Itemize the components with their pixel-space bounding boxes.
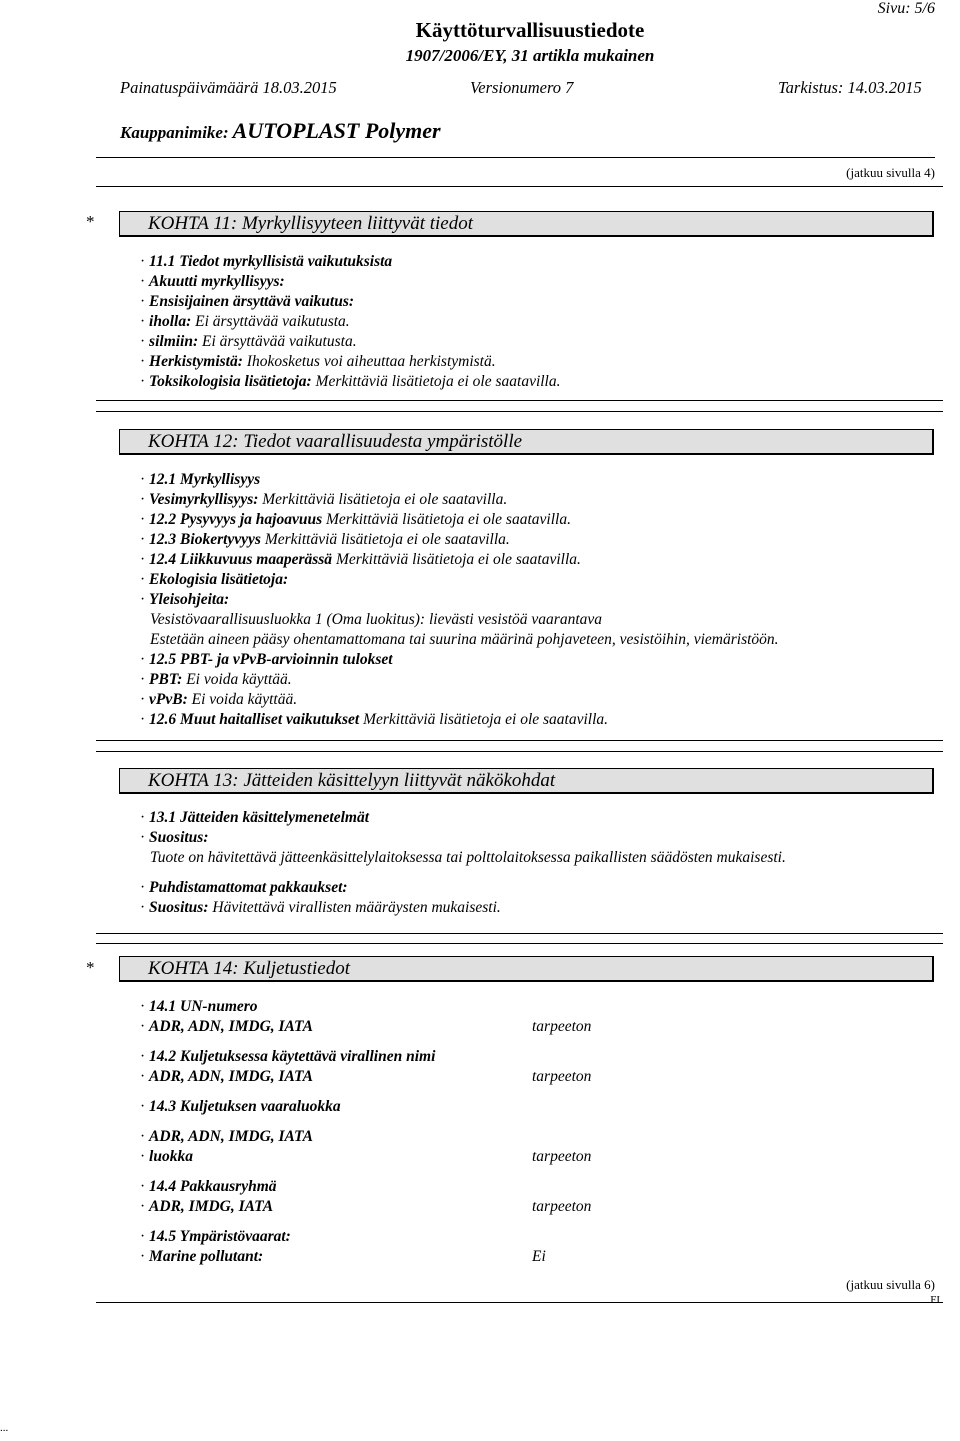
s13-line-5: · Suositus: Hävitettävä virallisten määräysten mukaisesti.	[140, 899, 501, 916]
language-code: FI	[930, 1294, 940, 1306]
s11-line: · 11.1 Tiedot myrkyllisistä vaikutuksista	[140, 253, 393, 270]
s11-line: · iholla: Ei ärsyttävää vaikutusta.	[140, 313, 350, 330]
s14-row-2: · ADR, ADN, IMDG, IATA tarpeeton	[140, 1018, 592, 1035]
s11-line: · Akuutti myrkyllisyys:	[140, 273, 285, 290]
trade-name-label: Kauppanimike:	[120, 123, 229, 142]
revision-marker: *	[86, 958, 95, 977]
section-12-body	[140, 470, 779, 730]
s14-row-11: · Marine pollutant: Ei	[140, 1248, 546, 1265]
revision-marker: *	[86, 212, 95, 231]
document-subtitle: 1907/2006/EY, 31 artikla mukainen	[405, 46, 655, 65]
s14-row-5: · 14.3 Kuljetuksen vaaraluokka	[140, 1098, 341, 1115]
s13-line-3: Tuote on hävitettävä jätteenkäsittelylaitoksessa tai polttolaitoksessa paikallisten säädösten mukaisesti.	[150, 849, 786, 866]
s14-row-3: · 14.2 Kuljetuksessa käytettävä virallinen nimi	[140, 1048, 436, 1065]
s12-line-5: · 12.4 Liikkuvuus maaperässä Merkittäviä lisätietoja ei ole saatavilla.	[140, 551, 581, 568]
s12-line-1: · 12.1 Myrkyllisyys	[140, 471, 261, 488]
version-number: Versionumero 7	[470, 78, 574, 97]
s14-row-6: · ADR, ADN, IMDG, IATA	[140, 1128, 313, 1145]
s12-line-13: · 12.6 Muut haitalliset vaikutukset Merkittäviä lisätietoja ei ole saatavilla.	[140, 711, 609, 728]
section-13-header	[119, 768, 934, 794]
s14-row-9: · ADR, IMDG, IATA tarpeeton	[140, 1198, 592, 1215]
s14-row-4: · ADR, ADN, IMDG, IATA tarpeeton	[140, 1068, 592, 1085]
s14-row-10: · 14.5 Ympäristövaarat:	[140, 1228, 291, 1245]
s12-line-10: · 12.5 PBT- ja vPvB-arvioinnin tulokset	[140, 651, 393, 668]
s11-line: · Ensisijainen ärsyttävä vaikutus:	[140, 293, 355, 310]
s12-line-3: · 12.2 Pysyvyys ja hajoavuus Merkittäviä lisätietoja ei ole saatavilla.	[140, 511, 571, 528]
s13-line-2: · Suositus:	[140, 829, 209, 846]
s12-line-6: · Ekologisia lisätietoja:	[140, 571, 289, 588]
s11-line: · Toksikologisia lisätietoja: Merkittäviä lisätietoja ei ole saatavilla.	[140, 373, 561, 390]
page-number: Sivu: 5/6	[877, 0, 935, 17]
section-11-title: KOHTA 11: Myrkyllisyyteen liittyvät tiedot	[148, 213, 474, 234]
s12-line-9: Estetään aineen pääsy ohentamattomana tai suurina määrinä pohjaveteen, vesistöihin, viemäristöön.	[150, 631, 779, 648]
section-12-title: KOHTA 12: Tiedot vaarallisuudesta ympäristölle	[148, 431, 523, 452]
revision-date: Tarkistus: 14.03.2015	[778, 78, 922, 97]
s13-line-1: · 13.1 Jätteiden käsittelymenetelmät	[140, 809, 370, 826]
s11-line: · Herkistymistä: Ihokosketus voi aiheuttaa herkistymistä.	[140, 353, 496, 370]
document-title: Käyttöturvallisuustiedote	[415, 18, 645, 42]
section-14-header	[119, 956, 934, 982]
section-14-body	[140, 997, 840, 1267]
s12-line-2: · Vesimyrkyllisyys: Merkittäviä lisätietoja ei ole saatavilla.	[140, 491, 508, 508]
section-13-title: KOHTA 13: Jätteiden käsittelyyn liittyvät näkökohdat	[148, 770, 556, 791]
section-11-header	[119, 211, 934, 237]
trade-name: AUTOPLAST Polymer	[232, 118, 441, 143]
s13-line-4: · Puhdistamattomat pakkaukset:	[140, 879, 348, 896]
s14-row-8: · 14.4 Pakkausryhmä	[140, 1178, 277, 1195]
continued-to: (jatkuu sivulla 6)	[846, 1277, 935, 1292]
section-13-body	[140, 808, 786, 918]
s12-line-11: · PBT: Ei voida käyttää.	[140, 671, 292, 688]
s12-line-8: Vesistövaarallisuusluokka 1 (Oma luokitus): lievästi vesistöä vaarantava	[150, 611, 603, 628]
s12-line-7: · Yleisohjeita:	[140, 591, 230, 608]
print-date: Painatuspäivämäärä 18.03.2015	[120, 78, 337, 97]
section-11-body	[140, 252, 561, 392]
s12-line-12: · vPvB: Ei voida käyttää.	[140, 691, 298, 708]
s12-line-4: · 12.3 Biokertyvyys Merkittäviä lisätietoja ei ole saatavilla.	[140, 531, 510, 548]
s14-row-7: · luokka tarpeeton	[140, 1148, 592, 1165]
page-corner-dots: ...	[0, 1422, 9, 1434]
section-12-header	[119, 429, 934, 455]
section-14-title: KOHTA 14: Kuljetustiedot	[148, 958, 350, 979]
s14-row-1: · 14.1 UN-numero	[140, 998, 258, 1015]
continued-from: (jatkuu sivulla 4)	[846, 165, 935, 180]
trade-name-row	[120, 118, 441, 144]
s11-line: · silmiin: Ei ärsyttävää vaikutusta.	[140, 333, 357, 350]
header-divider	[96, 157, 935, 158]
